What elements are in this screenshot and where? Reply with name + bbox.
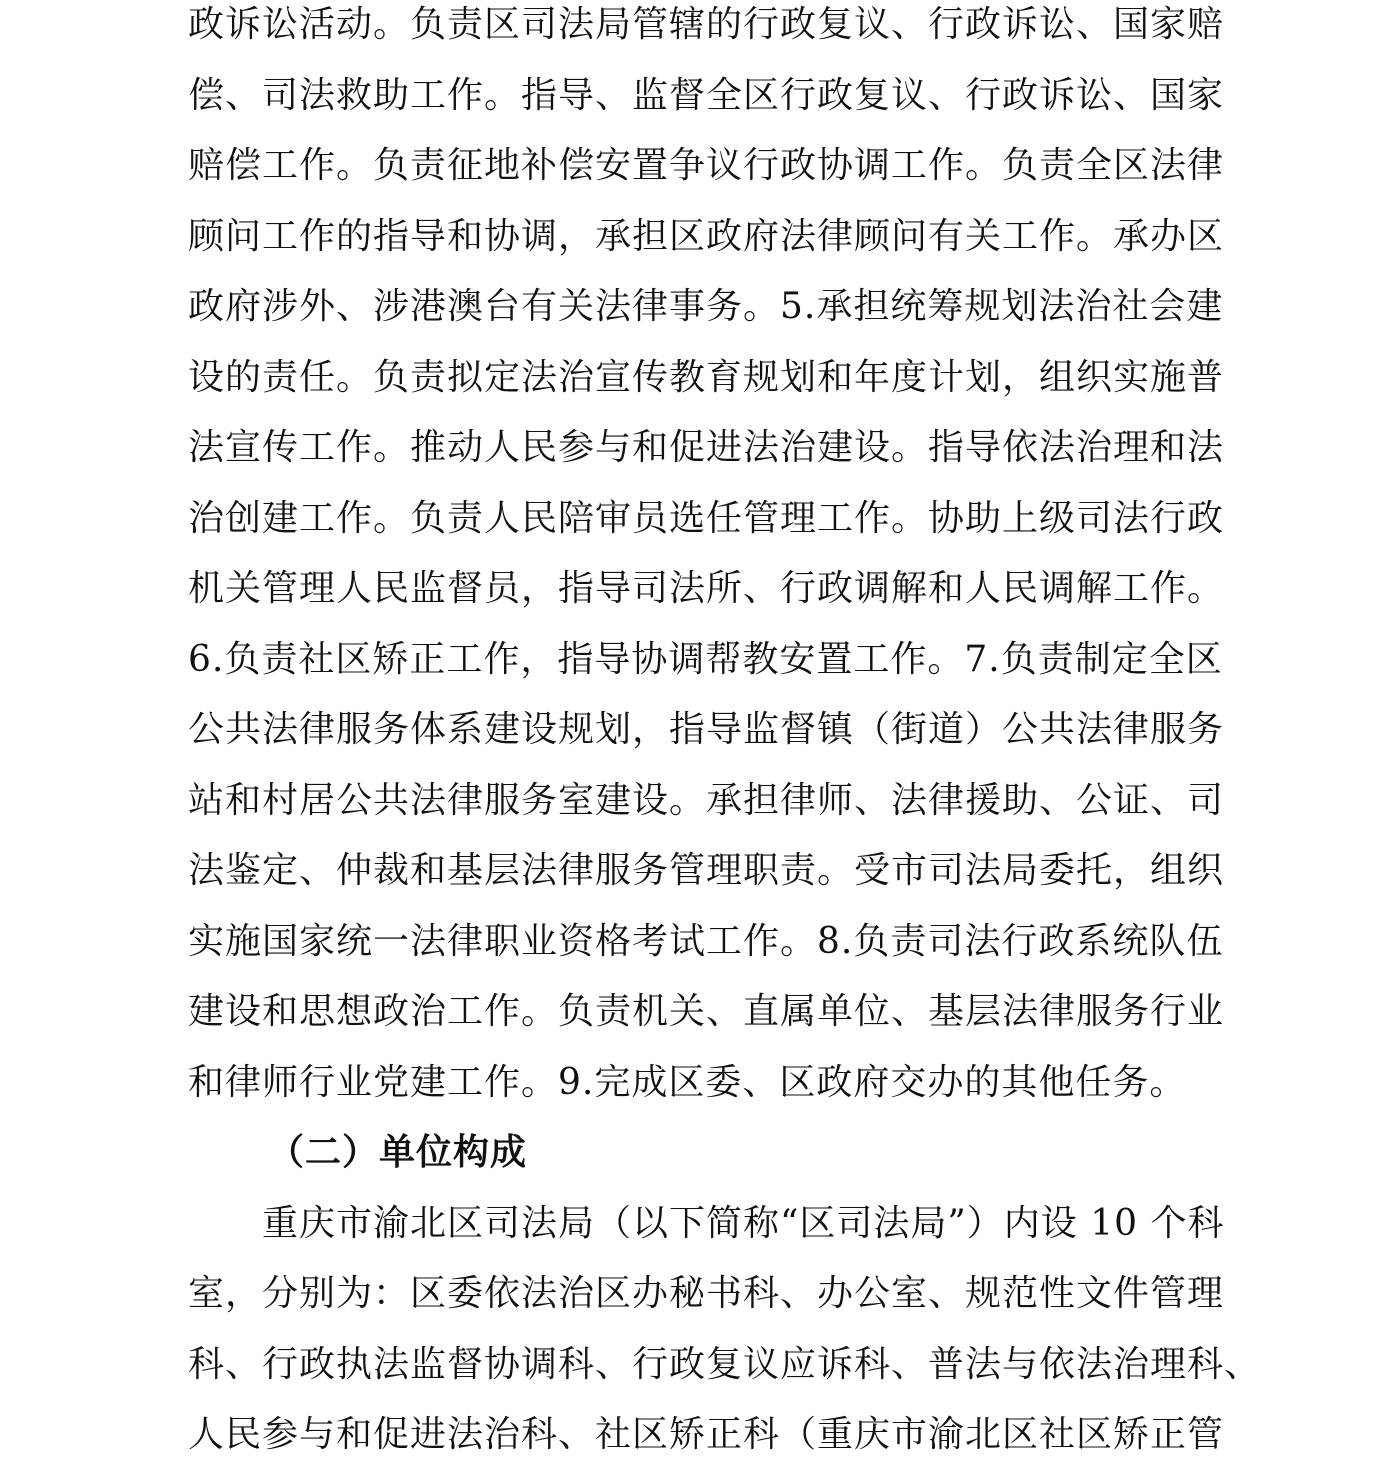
text-line: 治创建工作。负责人民陪审员选任管理工作。协助上级司法行政 <box>188 498 1225 539</box>
text-line: 公共法律服务体系建设规划，指导监督镇（街道）公共法律服务 <box>188 709 1225 750</box>
text-line: 法鉴定、仲裁和基层法律服务管理职责。受市司法局委托，组织 <box>188 850 1225 891</box>
text-line: 政诉讼活动。负责区司法局管辖的行政复议、行政诉讼、国家赔 <box>188 4 1225 45</box>
text-line: 偿、司法救助工作。指导、监督全区行政复议、行政诉讼、国家 <box>188 75 1225 116</box>
text-line: 重庆市渝北区司法局（以下简称“区司法局”）内设 10 个科 <box>262 1203 1225 1244</box>
text-line: 顾问工作的指导和协调，承担区政府法律顾问有关工作。承办区 <box>188 216 1225 257</box>
section-heading: （二）单位构成 <box>268 1131 528 1173</box>
text-line: 科、行政执法监督协调科、行政复议应诉科、普法与依法治理科、 <box>188 1344 1262 1385</box>
text-line: 建设和思想政治工作。负责机关、直属单位、基层法律服务行业 <box>188 991 1225 1032</box>
text-line: 室，分别为：区委依法治区办秘书科、办公室、规范性文件管理 <box>188 1273 1225 1314</box>
text-line: 和律师行业党建工作。9.完成区委、区政府交办的其他任务。 <box>188 1062 1187 1103</box>
text-line: 设的责任。负责拟定法治宣传教育规划和年度计划，组织实施普 <box>188 357 1225 398</box>
text-line: 机关管理人民监督员，指导司法所、行政调解和人民调解工作。 <box>188 568 1225 609</box>
text-line: 6.负责社区矫正工作，指导协调帮教安置工作。7.负责制定全区 <box>188 639 1223 680</box>
text-line: 人民参与和促进法治科、社区矫正科（重庆市渝北区社区矫正管 <box>188 1414 1225 1455</box>
text-line: 实施国家统一法律职业资格考试工作。8.负责司法行政系统队伍 <box>188 921 1224 962</box>
text-line: 法宣传工作。推动人民参与和促进法治建设。指导依法治理和法 <box>188 427 1225 468</box>
text-line: 赔偿工作。负责征地补偿安置争议行政协调工作。负责全区法律 <box>188 145 1225 186</box>
text-line: 政府涉外、涉港澳台有关法律事务。5.承担统筹规划法治社会建 <box>188 286 1224 327</box>
text-line: 站和村居公共法律服务室建设。承担律师、法律援助、公证、司 <box>188 780 1225 821</box>
